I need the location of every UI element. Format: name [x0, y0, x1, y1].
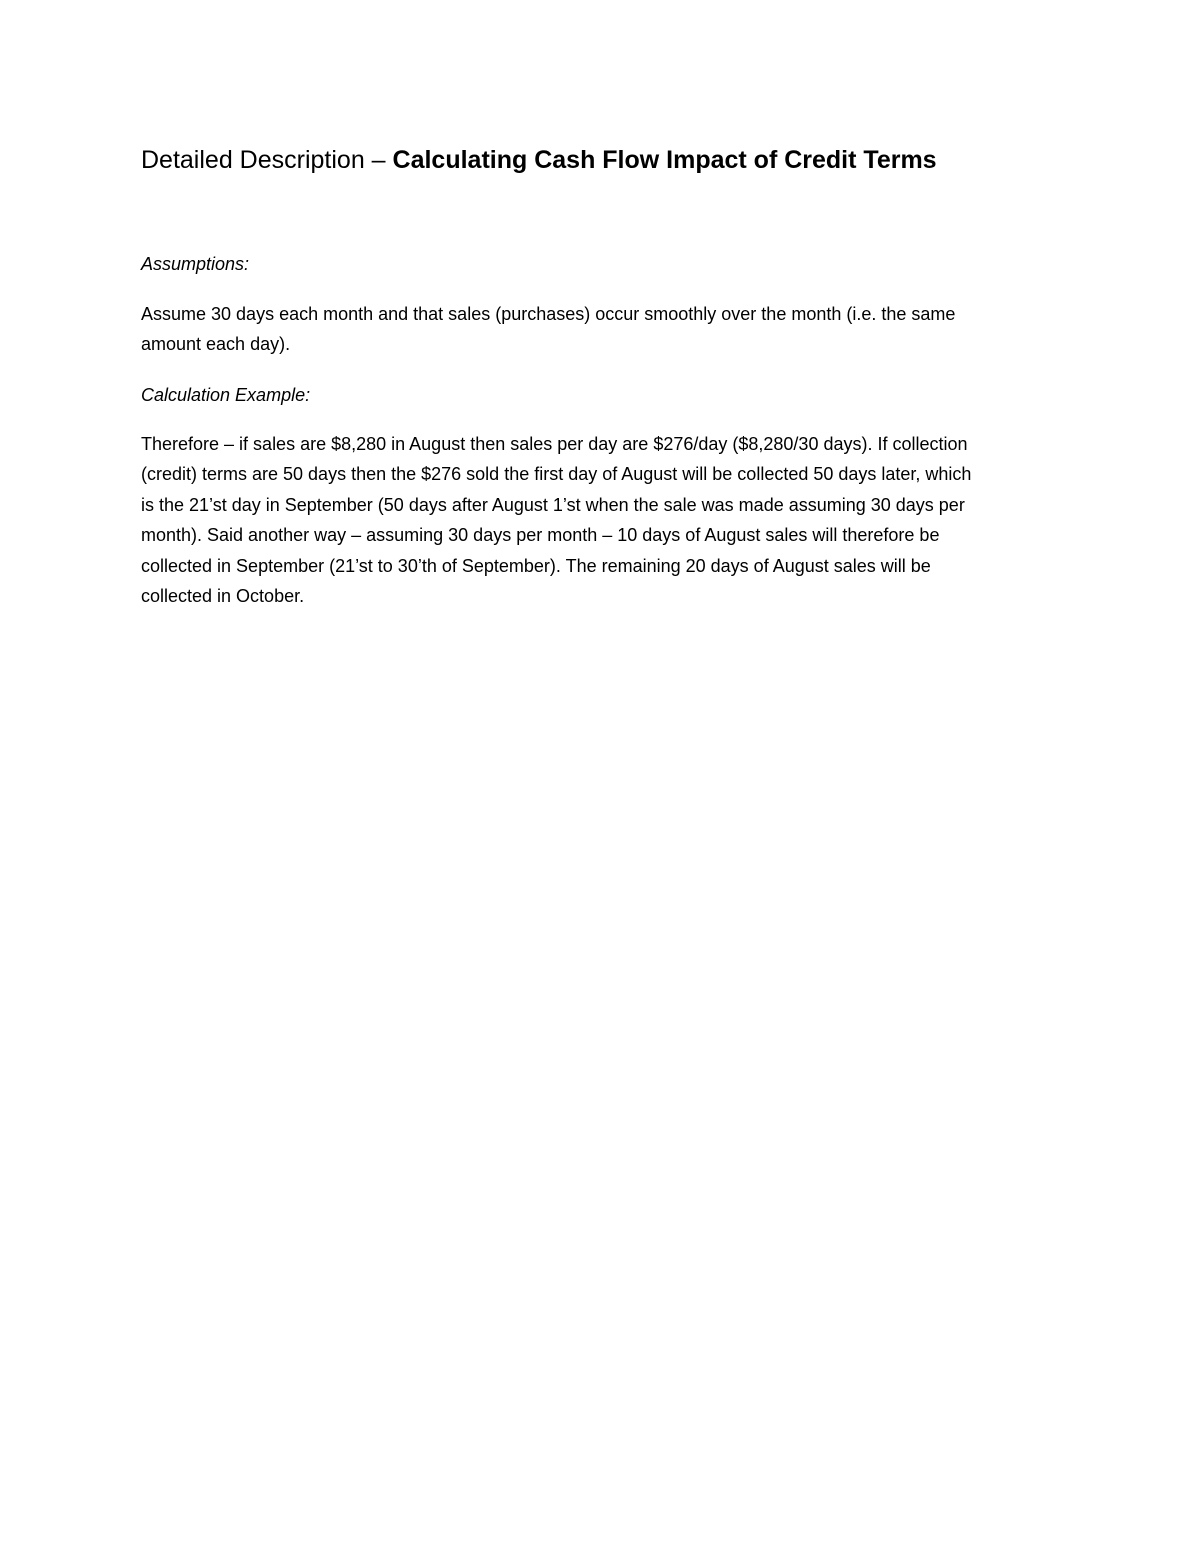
- assumptions-heading: Assumptions:: [141, 254, 250, 274]
- title-bold-text: Calculating Cash Flow Impact of Credit Terms: [392, 146, 937, 174]
- example-line: collected in October.: [141, 586, 305, 607]
- example-line: Therefore – if sales are $8,280 in August then sales per day are $276/day ($8,280/30 days). If collection: [141, 434, 968, 454]
- assumptions-line: amount each day).: [141, 334, 291, 355]
- calculation-example-heading: Calculation Example:: [141, 385, 311, 405]
- calculation-example-paragraph: [141, 429, 1061, 611]
- title-prefix: Detailed Description –: [141, 146, 393, 174]
- example-line: (credit) terms are 50 days then the $276 sold the first day of August will be collected 50 days later, which: [141, 464, 972, 485]
- assumptions-paragraph: [141, 299, 1061, 360]
- assumptions-line: Assume 30 days each month and that sales (purchases) occur smoothly over the month (i.e. the same: [141, 304, 956, 324]
- example-line: collected in September (21’st to 30’th of September). The remaining 20 days of August sales will be: [141, 555, 931, 576]
- example-line: month). Said another way – assuming 30 days per month – 10 days of August sales will therefore be: [141, 525, 940, 546]
- example-line: is the 21’st day in September (50 days after August 1’st when the sale was made assuming 30 days per: [141, 494, 965, 515]
- document-title: [141, 142, 1081, 178]
